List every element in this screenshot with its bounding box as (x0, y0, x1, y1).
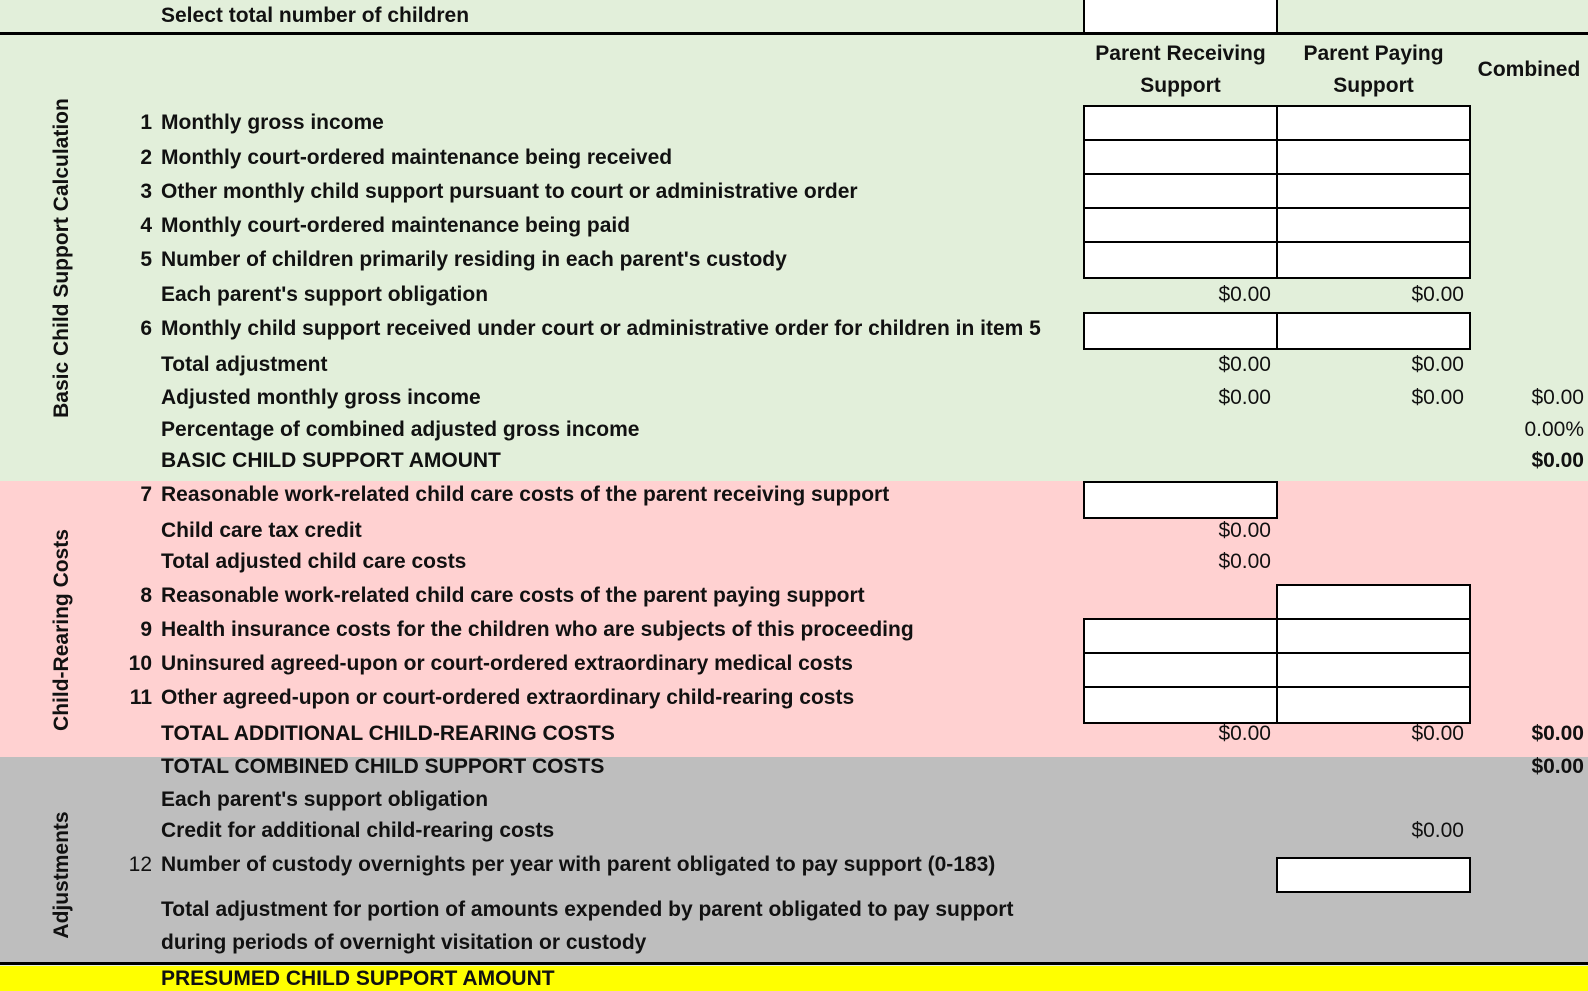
row-label: Reasonable work-related child care costs of the parent receiving support (161, 483, 890, 506)
total-additional-combined-value: $0.00 (1531, 722, 1584, 745)
other-costs-paying-input[interactable] (1276, 686, 1471, 724)
row-label: TOTAL ADDITIONAL CHILD-REARING COSTS (161, 722, 615, 745)
row-label: Percentage of combined adjusted gross income (161, 418, 640, 441)
maintenance-paid-receiving-input[interactable] (1083, 207, 1278, 243)
row-label: Reasonable work-related child care costs of the parent paying support (161, 584, 865, 607)
obligation-paying-value: $0.00 (1411, 283, 1464, 306)
adjusted-income-combined-value: $0.00 (1531, 386, 1584, 409)
divider (0, 962, 1588, 965)
row-number: 12 (128, 853, 152, 876)
overnights-paying-input[interactable] (1276, 857, 1471, 893)
row-number: 8 (140, 584, 152, 607)
support-received-receiving-input[interactable] (1083, 312, 1278, 350)
medical-costs-receiving-input[interactable] (1083, 652, 1278, 688)
children-custody-paying-input[interactable] (1276, 241, 1471, 279)
child-care-receiving-input[interactable] (1083, 481, 1278, 519)
health-insurance-receiving-input[interactable] (1083, 618, 1278, 654)
obligation-receiving-value: $0.00 (1218, 283, 1271, 306)
total-adjustment-paying-value: $0.00 (1411, 353, 1464, 376)
other-support-paying-input[interactable] (1276, 173, 1471, 209)
row-number: 7 (140, 483, 152, 506)
row-label: Number of custody overnights per year with parent obligated to pay support (0-183) (161, 853, 996, 876)
tax-credit-receiving-value: $0.00 (1218, 519, 1271, 542)
row-number: 1 (140, 111, 152, 134)
row-label: Each parent's support obligation (161, 283, 489, 306)
children-custody-receiving-input[interactable] (1083, 241, 1278, 279)
total-additional-paying-value: $0.00 (1411, 722, 1464, 745)
section-label-rearing: Child-Rearing Costs (50, 529, 73, 731)
row-label: Uninsured agreed-upon or court-ordered extraordinary medical costs (161, 652, 853, 675)
maintenance-received-receiving-input[interactable] (1083, 139, 1278, 175)
row-label: Monthly court-ordered maintenance being received (161, 146, 673, 169)
credit-paying-value: $0.00 (1411, 819, 1464, 842)
header-parent-receiving: Parent Receiving Support (1095, 42, 1266, 97)
maintenance-received-paying-input[interactable] (1276, 139, 1471, 175)
row-number: 5 (140, 248, 152, 271)
row-label: Other agreed-upon or court-ordered extraordinary child-rearing costs (161, 686, 855, 709)
adjusted-income-receiving-value: $0.00 (1218, 386, 1271, 409)
row-label: Child care tax credit (161, 519, 362, 542)
row-label: Total adjusted child care costs (161, 550, 467, 573)
row-label: Total adjustment for portion of amounts expended by parent obligated to pay support (161, 898, 1014, 921)
row-number: 6 (140, 317, 152, 340)
row-label: Each parent's support obligation (161, 788, 489, 811)
row-label: Credit for additional child-rearing costs (161, 819, 555, 842)
support-received-paying-input[interactable] (1276, 312, 1471, 350)
total-adjustment-receiving-value: $0.00 (1218, 353, 1271, 376)
total-additional-receiving-value: $0.00 (1218, 722, 1271, 745)
row-label: Total adjustment (161, 353, 328, 376)
medical-costs-paying-input[interactable] (1276, 652, 1471, 688)
child-care-paying-input[interactable] (1276, 584, 1471, 620)
row-label: Health insurance costs for the children who are subjects of this proceeding (161, 618, 914, 641)
divider (0, 32, 1588, 35)
row-number: 11 (129, 686, 152, 709)
children-count-input[interactable] (1083, 0, 1278, 34)
gross-income-receiving-input[interactable] (1083, 105, 1278, 141)
header-combined: Combined (1477, 58, 1581, 81)
row-label: Adjusted monthly gross income (161, 386, 481, 409)
total-combined-value: $0.00 (1531, 755, 1584, 778)
section-label-adjustments: Adjustments (50, 811, 73, 939)
row-number: 3 (140, 180, 152, 203)
header-parent-paying: Parent Paying Support (1303, 42, 1444, 97)
adjusted-income-paying-value: $0.00 (1411, 386, 1464, 409)
row-label: Monthly court-ordered maintenance being paid (161, 214, 631, 237)
row-label: TOTAL COMBINED CHILD SUPPORT COSTS (161, 755, 605, 778)
row-label: Other monthly child support pursuant to court or administrative order (161, 180, 858, 203)
presumed-amount-label: PRESUMED CHILD SUPPORT AMOUNT (161, 967, 555, 990)
row-number: 9 (140, 618, 152, 641)
row-label: Number of children primarily residing in each parent's custody (161, 248, 787, 271)
other-costs-receiving-input[interactable] (1083, 686, 1278, 724)
section-label-basic: Basic Child Support Calculation (50, 98, 73, 418)
row-number: 10 (128, 652, 152, 675)
row-label: during periods of overnight visitation or custody (161, 931, 647, 954)
percentage-combined-value: 0.00% (1524, 418, 1584, 441)
row-label: Monthly child support received under court or administrative order for children in item 5 (161, 317, 1041, 340)
health-insurance-paying-input[interactable] (1276, 618, 1471, 654)
basic-amount-combined-value: $0.00 (1531, 449, 1584, 472)
total-care-receiving-value: $0.00 (1218, 550, 1271, 573)
other-support-receiving-input[interactable] (1083, 173, 1278, 209)
row-number: 4 (140, 214, 152, 237)
row-label: BASIC CHILD SUPPORT AMOUNT (161, 449, 501, 472)
row-number: 2 (140, 146, 152, 169)
children-count-label: Select total number of children (161, 4, 470, 27)
maintenance-paid-paying-input[interactable] (1276, 207, 1471, 243)
gross-income-paying-input[interactable] (1276, 105, 1471, 141)
row-label: Monthly gross income (161, 111, 384, 134)
